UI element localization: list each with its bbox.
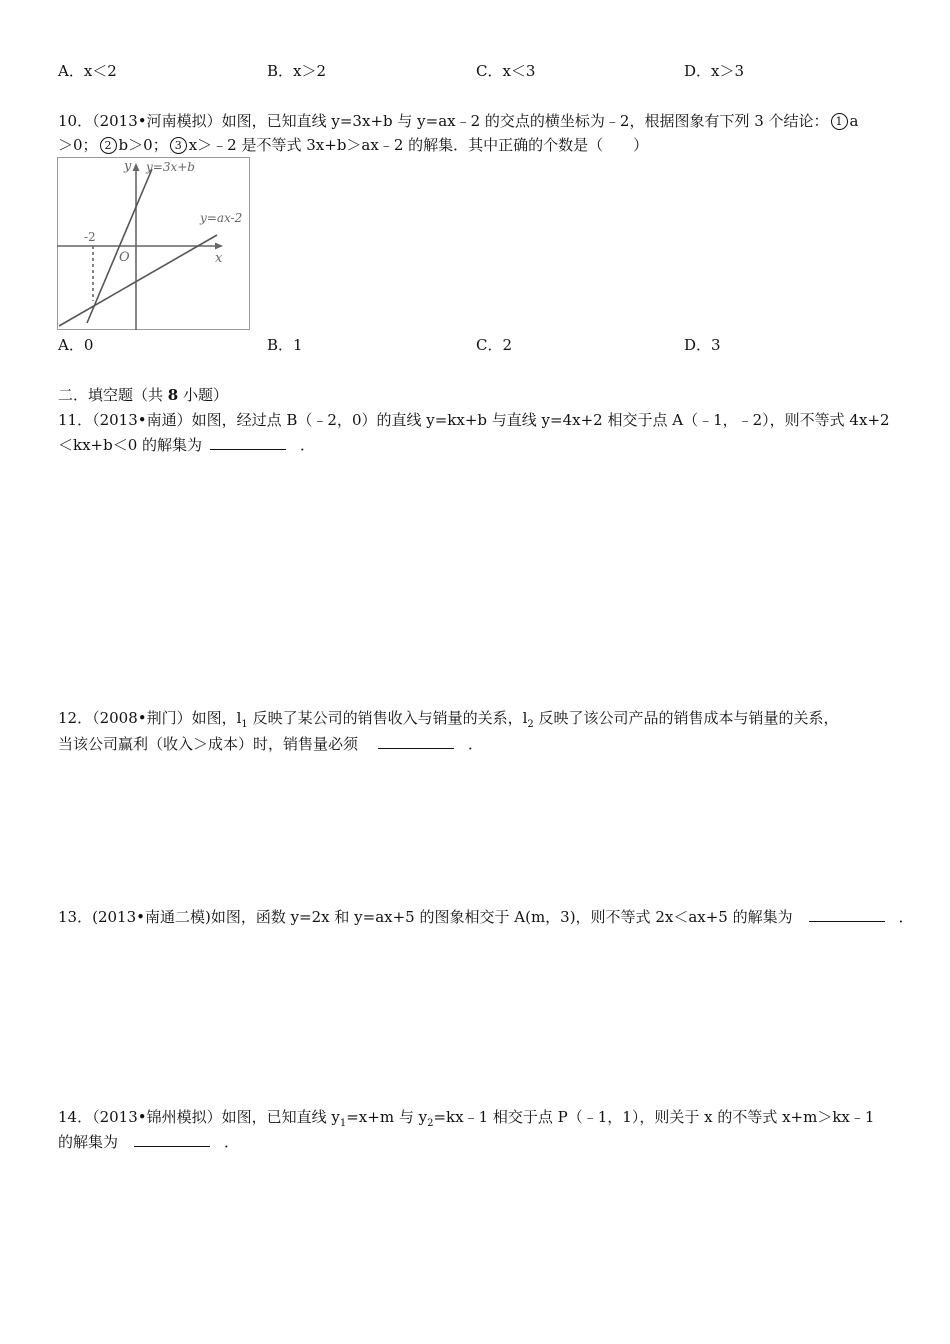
q10-conclusion-3: x＞﹣2 是不等式 3x+b＞ax﹣2 的解集．其中正确的个数是（ ） — [188, 136, 649, 154]
section-question-count: 8 — [167, 386, 179, 404]
q11-stem-line2 — [58, 434, 315, 456]
q10-option-a: A．0 — [58, 336, 94, 354]
q14-text-b: =x+m 与 y — [346, 1108, 428, 1126]
q13-text: 13．(2013•南通二模)如图，函数 y=2x 和 y=ax+5 的图象相交于 A(m，3)，则不等式 2x＜ax+5 的解集为 — [58, 908, 793, 926]
q11-period: ． — [300, 436, 316, 454]
q12-sub-1: 1 — [241, 719, 248, 730]
q9-option-d: D．x＞3 — [684, 62, 745, 80]
q10-conclusion-2: b＞0； — [118, 136, 168, 154]
q12-stem-line1 — [58, 707, 839, 736]
circled-3-icon: 3 — [170, 137, 187, 154]
q14-stem-line2 — [58, 1131, 239, 1153]
q9-option-b: B．x＞2 — [267, 62, 327, 80]
q10-option-b: B．1 — [267, 336, 303, 354]
q12-period: ． — [468, 735, 484, 753]
line-label-ax-minus-2: y=ax-2 — [200, 211, 243, 225]
circled-1-icon: 1 — [831, 113, 848, 130]
q11-text: ＜kx+b＜0 的解集为 — [58, 436, 203, 454]
axis-label-x: x — [215, 251, 223, 266]
q13-stem — [58, 906, 914, 928]
q14-sub-2: 2 — [427, 1118, 434, 1129]
origin-label: O — [119, 250, 130, 265]
q10-stem-line2 — [58, 134, 648, 156]
q10-text-a: a — [849, 112, 859, 130]
q12-text-a: 12．（2008•荆门）如图，l — [58, 709, 242, 727]
line-label-3x-plus-b: y=3x+b — [146, 160, 195, 174]
q12-text-c: 反映了该公司产品的销售成本与销量的关系， — [533, 709, 839, 727]
q10-graph-figure — [57, 157, 250, 330]
q12-text-b: 反映了某公司的销售收入与销量的关系，l — [247, 709, 528, 727]
q10-text: 如图，已知直线 y=3x+b 与 y=ax﹣2 的交点的横坐标为﹣2，根据图象有下列 3 个结论： — [221, 112, 829, 130]
q9-option-c: C．x＜3 — [476, 62, 536, 80]
section-heading-prefix: 二．填空题（共 — [58, 386, 168, 404]
q10-source: （2013•河南模拟） — [92, 112, 222, 130]
q14-text-a: 14．（2013•锦州模拟）如图，已知直线 y — [58, 1108, 340, 1126]
q10-conclusion-1: ＞0； — [58, 136, 98, 154]
q11-stem-line1: 11．（2013•南通）如图，经过点 B（﹣2，0）的直线 y=kx+b 与直线 y=4x+2 相交于点 A（﹣1，﹣2），则不等式 4x+2 — [58, 411, 890, 429]
q13-period: ． — [898, 908, 914, 926]
q11-answer-blank[interactable] — [210, 435, 286, 450]
q10-stem-line1 — [58, 110, 858, 132]
q14-text-c: =kx﹣1 相交于点 P（﹣1，1），则关于 x 的不等式 x+m＞kx﹣1 — [433, 1108, 875, 1126]
q10-option-d: D．3 — [684, 336, 721, 354]
axis-label-y: y — [124, 159, 132, 174]
q13-answer-blank[interactable] — [809, 907, 885, 922]
q14-answer-blank[interactable] — [134, 1132, 210, 1147]
q9-option-a: A．x＜2 — [58, 62, 117, 80]
q14-text: 的解集为 — [58, 1133, 119, 1151]
q10-option-c: C．2 — [476, 336, 513, 354]
section-heading-fill-in — [58, 384, 228, 406]
q10-number: 10． — [58, 112, 93, 130]
q12-stem-line2 — [58, 733, 483, 755]
tick-label-neg2: -2 — [84, 230, 96, 244]
circled-2-icon: 2 — [100, 137, 117, 154]
q12-text: 当该公司赢利（收入＞成本）时，销售量必须 — [58, 735, 359, 753]
q14-sub-1: 1 — [339, 1118, 347, 1129]
q12-answer-blank[interactable] — [378, 734, 454, 749]
q14-period: ． — [224, 1133, 240, 1151]
section-heading-suffix: 小题） — [178, 386, 228, 404]
q12-sub-2: 2 — [527, 719, 534, 730]
